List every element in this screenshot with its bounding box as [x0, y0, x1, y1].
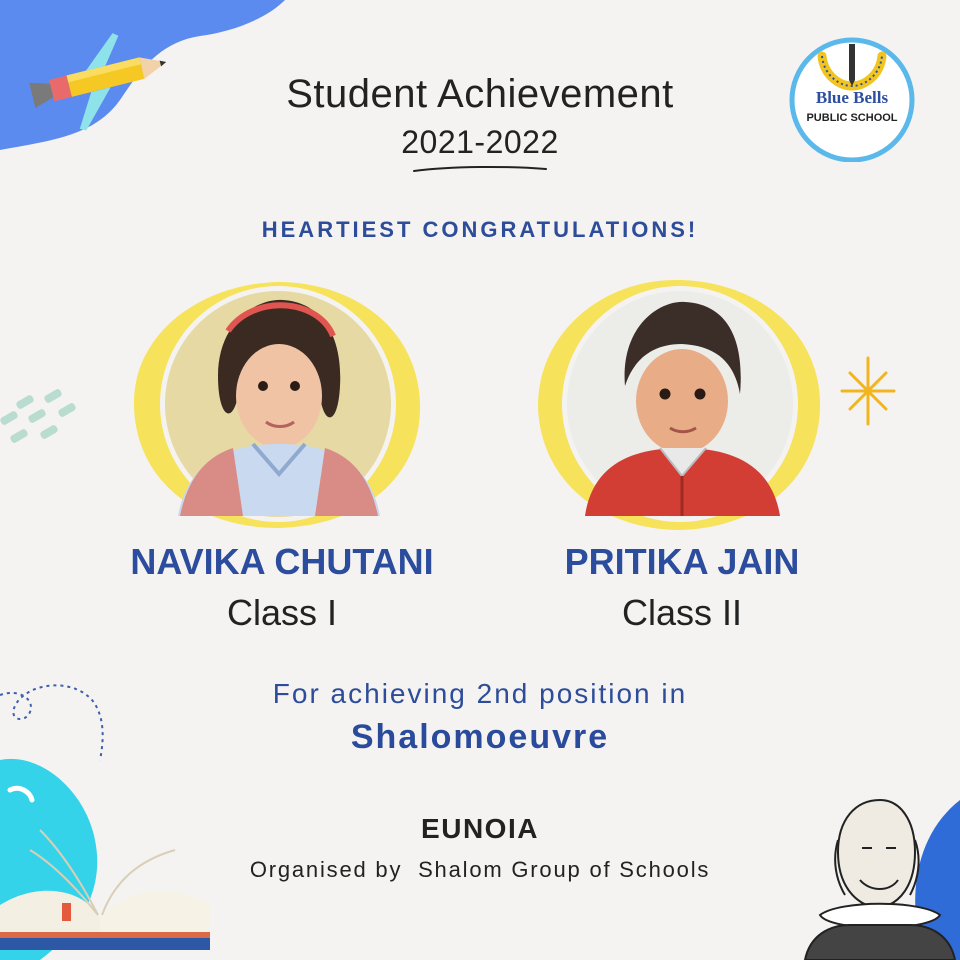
sparkle-icon — [842, 358, 894, 424]
logo-school-subtitle: PUBLIC SCHOOL — [806, 112, 898, 124]
school-logo — [782, 36, 922, 162]
logo-school-name: Blue Bells — [815, 88, 889, 107]
student-photo-frame — [530, 276, 830, 536]
poster-year: 2021-2022 — [401, 124, 559, 160]
organiser-line: Organised by Shalom Group of Schools — [249, 857, 711, 882]
event-name: EUNOIA — [421, 813, 539, 844]
achievement-description: For achieving 2nd position in — [272, 678, 688, 709]
student-name: NAVIKA CHUTANI — [130, 541, 434, 582]
student-photo-frame — [128, 276, 428, 536]
student-photo — [530, 276, 830, 536]
student-photo — [128, 276, 428, 536]
student-class: Class I — [226, 592, 338, 633]
title-underline — [412, 164, 548, 174]
competition-name: Shalomoeuvre — [350, 718, 610, 756]
left-dash-pattern — [0, 388, 77, 444]
student-name: PRITIKA JAIN — [564, 541, 800, 582]
congratulations-heading: HEARTIEST CONGRATULATIONS! — [261, 217, 699, 242]
student-class: Class II — [621, 592, 743, 633]
poster-title: Student Achievement — [286, 72, 674, 116]
